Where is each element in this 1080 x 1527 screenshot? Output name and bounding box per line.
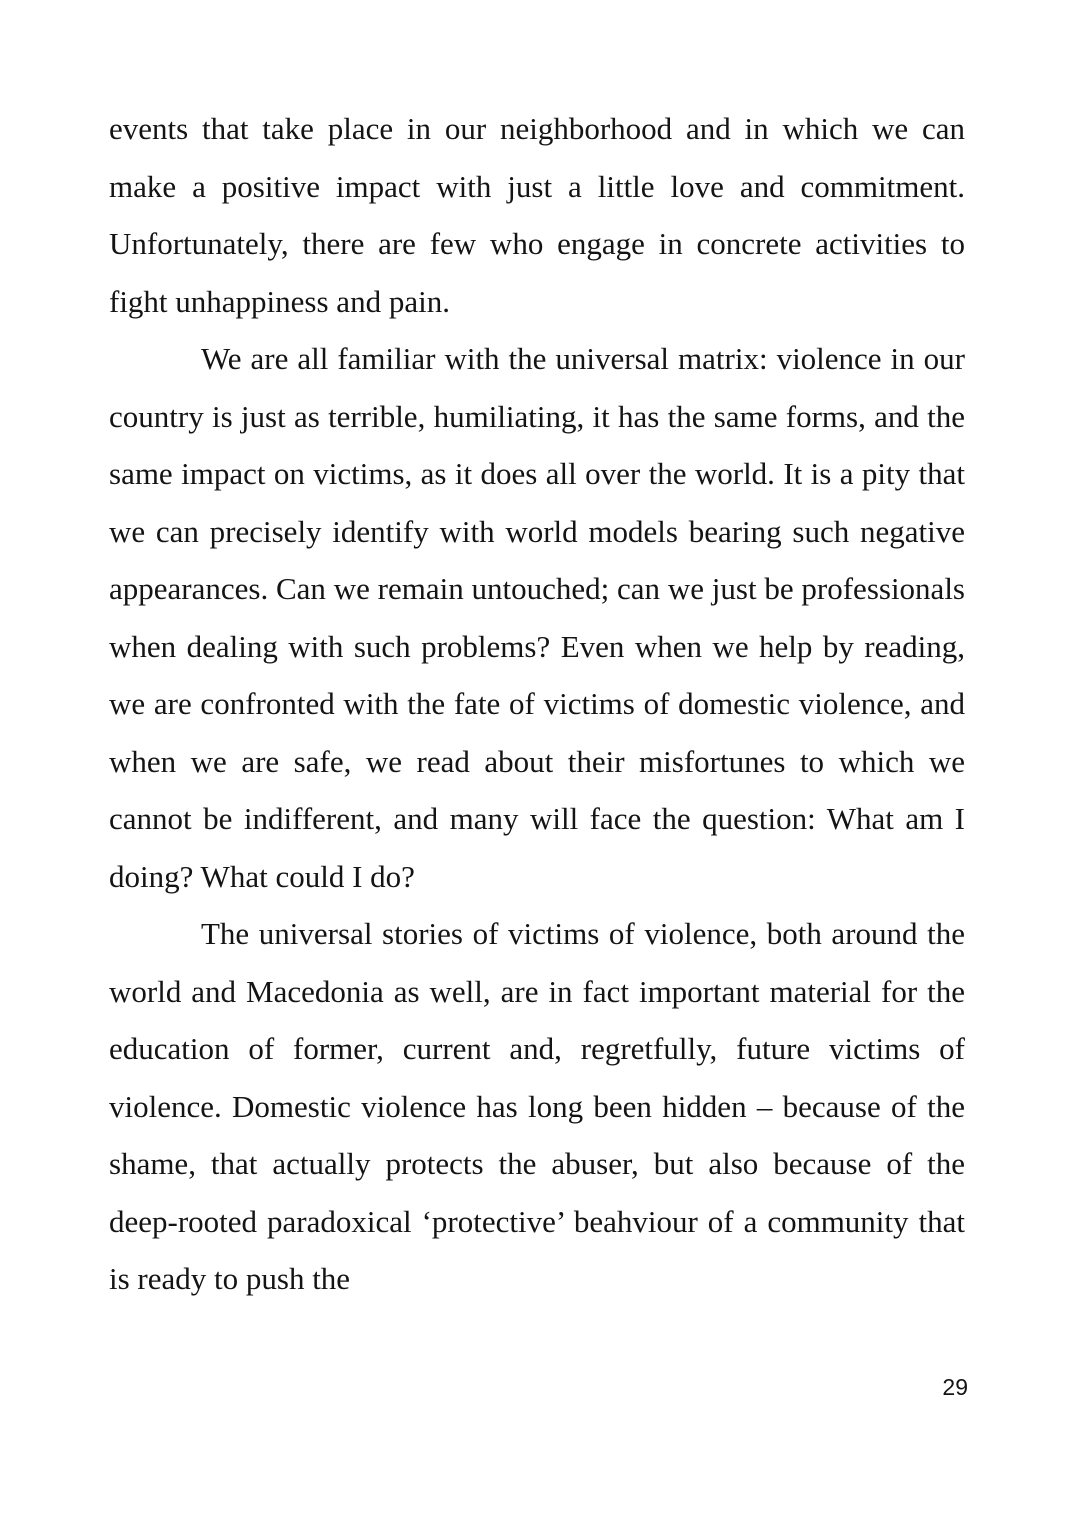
body-text — [109, 100, 965, 1308]
paragraph-universal-matrix: We are all familiar with the universal matrix: violence in our country is just as terrible, humiliating, it has the same forms, and the same impact on victims, as it does all over the world. It is a pity that we can precisely identify with world models bearing such negative appearances. Can we remain untouched; can we just be professionals when dealing with such problems? Even when we help by reading, we are confronted with the fate of victims of domestic violence, and when we are safe, we read about their misfortunes to which we cannot be indifferent, and many will face the question: What am I doing? What could I do? — [109, 341, 965, 894]
paragraph-continuation: events that take place in our neighborhood and in which we can make a positive impact with just a little love and commitment. Unfortunately, there are few who engage in concrete activities to fight unhappiness and pain. — [109, 111, 965, 319]
page-number: 29 — [942, 1374, 968, 1400]
paragraph-universal-stories: The universal stories of victims of violence, both around the world and Macedonia as well, are in fact important material for the education of former, current and, regretfully, future victims of violence. Domestic violence has long been hidden – because of the shame, that actually protects the abuser, but also because of the deep-rooted paradoxical ‘protective’ beahviour of a community that is ready to push the — [109, 916, 965, 1296]
